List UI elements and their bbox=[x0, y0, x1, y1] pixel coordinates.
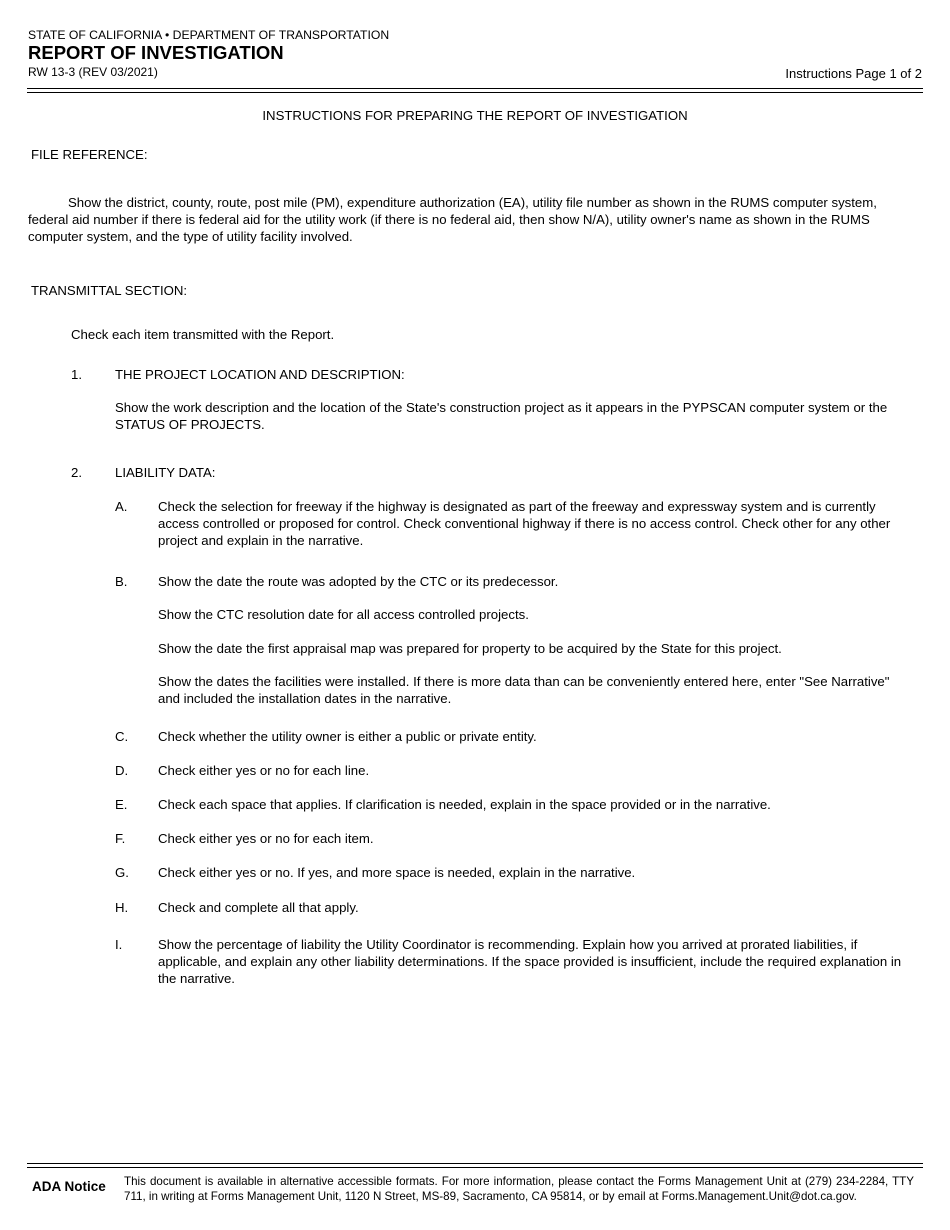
item-2i-letter: I. bbox=[115, 937, 123, 952]
item-2h-text: Check and complete all that apply. bbox=[158, 900, 359, 915]
item-2b-text-1: Show the date the route was adopted by the CTC or its predecessor. bbox=[158, 574, 559, 589]
item-2g-letter: G. bbox=[115, 865, 129, 880]
transmittal-intro: Check each item transmitted with the Report. bbox=[71, 327, 335, 342]
header-divider-bottom bbox=[27, 92, 923, 93]
item-2e-letter: E. bbox=[115, 797, 128, 812]
item-2f-letter: F. bbox=[115, 831, 126, 846]
item-2g-text: Check either yes or no. If yes, and more space is needed, explain in the narrative. bbox=[158, 865, 636, 880]
item-2h-letter: H. bbox=[115, 900, 129, 915]
header-divider-top bbox=[27, 88, 923, 89]
file-reference-label: FILE REFERENCE: bbox=[31, 147, 148, 162]
item-2b-text-2: Show the CTC resolution date for all access controlled projects. bbox=[158, 607, 529, 622]
item-2c-text: Check whether the utility owner is either a public or private entity. bbox=[158, 729, 537, 744]
item-1-title: THE PROJECT LOCATION AND DESCRIPTION: bbox=[115, 367, 405, 382]
item-2a-text: Check the selection for freeway if the highway is designated as part of the freeway and expressway system and is currently access controlled or proposed for control. Check conventional highway if there is no access control. Check other for any other project and explain in the narrative. bbox=[158, 499, 891, 548]
instructions-heading: INSTRUCTIONS FOR PREPARING THE REPORT OF INVESTIGATION bbox=[262, 108, 688, 123]
item-1-number: 1. bbox=[71, 367, 82, 382]
item-2f-text: Check either yes or no for each item. bbox=[158, 831, 374, 846]
item-1-text: Show the work description and the location of the State's construction project as it appears in the PYPSCAN computer system or the STATUS OF PROJECTS. bbox=[115, 400, 888, 432]
item-2b-text-4: Show the dates the facilities were installed. If there is more data than can be conveniently entered here, enter "See Narrative" and included the installation dates in the narrative. bbox=[158, 674, 890, 706]
item-2-number: 2. bbox=[71, 465, 82, 480]
form-title: REPORT OF INVESTIGATION bbox=[28, 42, 284, 63]
ada-notice-text: This document is available in alternative accessible formats. For more information, please contact the Forms Management Unit at (279) 234-2284, TTY 711, in writing at Forms Management Unit, 1120 N Street, MS-89, Sacramento, CA 95814, or by email at Forms.Management.Unit@dot.ca.gov. bbox=[124, 1175, 914, 1203]
item-2a-letter: A. bbox=[115, 499, 128, 514]
item-2e-text: Check each space that applies. If clarification is needed, explain in the space provided or in the narrative. bbox=[158, 797, 771, 812]
item-2b-text-3: Show the date the first appraisal map was prepared for property to be acquired by the State for this project. bbox=[158, 641, 782, 656]
ada-notice-label: ADA Notice bbox=[32, 1179, 106, 1194]
footer-divider-bottom bbox=[27, 1167, 923, 1168]
page-info: Instructions Page 1 of 2 bbox=[785, 66, 922, 81]
item-2-title: LIABILITY DATA: bbox=[115, 465, 216, 480]
item-2d-text: Check either yes or no for each line. bbox=[158, 763, 370, 778]
item-2d-letter: D. bbox=[115, 763, 129, 778]
transmittal-section-label: TRANSMITTAL SECTION: bbox=[31, 283, 188, 298]
item-2b-letter: B. bbox=[115, 574, 128, 589]
form-number: RW 13-3 (REV 03/2021) bbox=[28, 65, 158, 79]
file-reference-text: Show the district, county, route, post mile (PM), expenditure authorization (EA), utility file number as shown in the RUMS computer system, federal aid number if there is federal aid for the utility work (if there is no federal aid, then show N/A), utility owner's name as shown in the RUMS computer system, and the type of utility facility involved. bbox=[28, 195, 877, 244]
agency-line: STATE OF CALIFORNIA • DEPARTMENT OF TRANSPORTATION bbox=[28, 28, 390, 42]
item-2c-letter: C. bbox=[115, 729, 129, 744]
footer-divider-top bbox=[27, 1163, 923, 1164]
item-2i-text: Show the percentage of liability the Utility Coordinator is recommending. Explain how you arrived at prorated liabilities, if applicable, and explain any other liability determinations. If the space provided is insufficient, include the required explanation in the narrative. bbox=[158, 937, 902, 986]
